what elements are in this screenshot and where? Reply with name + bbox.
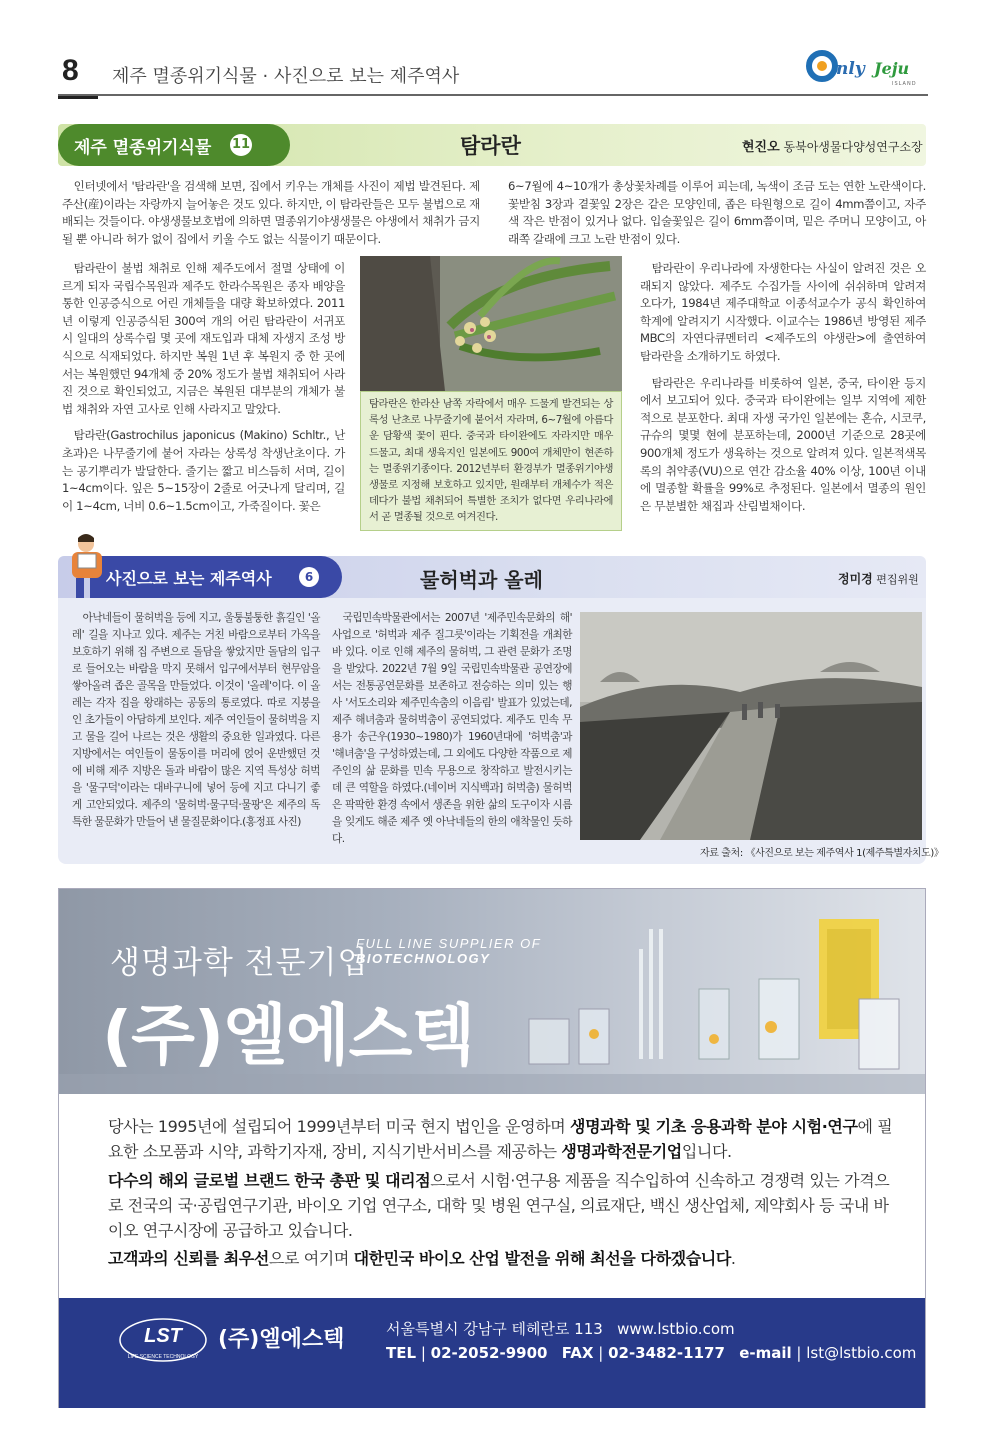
text-bold: 대한민국 바이오 산업 발전을 위해 최선을 다하겠습니다 [353,1249,731,1268]
tel-number: 02-2052-9900 [430,1344,548,1362]
section1-intro [62,178,480,257]
paragraph: 탐라란(Gastrochilus japonicus (Makino) Schltr., 난초과)은 나무줄기에 붙어 자라는 상록성 착생난초이다. 가는 공기뿌리가 발달한다. 줄기는 짧고 비스듬히 서며, 길이 1~4cm이다. 잎은 5~15장이 2줄로 어긋나게 달리며, 길이 1~4cm, 너비 0.6~1.5cm이고, 가죽질이다. 꽃은 [62,428,345,513]
paragraph: 아낙네들이 물허벅을 등에 지고, 울퉁불퉁한 흙길인 '올레' 길을 지나고 있다. 제주는 거친 바람으로부터 가옥을 보호하기 위해 집 주변으로 돌담을 쌓았지만 돌담의 입구로 들어오는 바람을 막지 못해서 입구에서부터 현무암을 쌓아올려 좁은 골목을 만들었다. 이것이 '올레'이다. 이 올레는 각자 집을 왕래하는 공동의 통로였다. 따로 지붕을 인 초가들이 아담하게 보인다. 제주 여인들이 물허벅을 지고 물을 길어 나르는 것은 생활의 중요한 일과였다. 다른 지방에서는 여인들이 물동이를 머리에 얹어 운반했던 것에 비해 제주 지방은 돌과 바람이 많은 지역 특성상 허벅을 '물구덕'이라는 대바구니에 넣어 등에 지고 다니기 좋게 고안되었다. 제주의 '물허벅·물구덕·물팡'은 제주의 독특한 물문화가 만들어 낸 물질문화이다.(홍정표 사진) [72,612,320,828]
svg-text:Jeju: Jeju [874,59,910,78]
tel-label: TEL [386,1344,417,1362]
fax-number: 02-3482-1177 [608,1344,725,1362]
ad-footer-company: (주)엘에스텍 [218,1327,345,1352]
section1-intro-right [508,178,926,257]
section2-column-middle [332,610,572,848]
section2-number-badge: 6 [299,567,319,587]
text: 에 필요한 소모품과 시약, 과학기자재, 장비, 지식기반서비스를 제공하는 [108,1117,893,1161]
text-bold: 생명과학 및 기초 응용과학 분야 시험·연구 [570,1117,858,1136]
header-rule-accent [58,96,98,99]
ad-paragraph-2 [108,1168,898,1243]
section2-label: 사진으로 보는 제주역사 [106,569,272,588]
lst-logo-text: LST [144,1325,182,1347]
section2-title: 물허벅과 올레 [420,568,543,592]
page-number: 8 [62,54,79,87]
section1-title: 탐라란 [460,134,521,158]
text: 입니다. [681,1142,732,1161]
fax-label: FAX [561,1344,594,1362]
ad-sub-line2: BIOTECHNOLOGY [356,951,491,966]
ad-sub-line1: FULL LINE SUPPLIER OF [356,936,542,951]
section1-author-name: 현진오 [742,140,780,155]
section1-label: 제주 멸종위기식물 [74,138,212,158]
section1-column-right [640,260,926,524]
address: 서울특별시 강남구 테헤란로 113 [386,1320,603,1338]
paragraph: 탐라란이 우리나라에 자생한다는 사실이 알려진 것은 오래되지 않았다. 제주도 수집가들 사이에 쉬쉬하며 알려져 오다가, 1984년 제주대학교 이종석교수가 공식 확인하여 학계에 알려지기 시작했다. 이교수는 1986년 방영된 제주MBC의 자연다큐멘터리 <제주도의 야생란>에 출연하여 탐라란을 소개하기도 하였다. [640,261,926,363]
section1-author [742,136,923,155]
text: 당사는 1995년에 설립되어 1999년부터 미국 현지 법인을 운영하며 [108,1117,571,1136]
section1-author-role: 동북아생물다양성연구소장 [783,140,923,154]
ad-headline: 생명과학 전문기업 [110,945,369,981]
text: 으로 여기며 [268,1249,354,1268]
text-bold: 고객과의 신뢰를 최우선 [108,1249,269,1268]
lst-logo [118,1316,208,1364]
paragraph: 인터넷에서 '탐라란'을 검색해 보면, 집에서 키우는 개체를 사진이 제법 발견된다. 제주산(産)이라는 자랑까지 늘어놓은 것도 있다. 하지만, 이 탐라란들은 모두 불법으로 재배되는 것들이다. 야생생물보호법에 의하면 멸종위기야생생물은 야생에서 채취가 금지될 뿐 아니라 허가 없이 집에서 키울 수도 없는 식물이기 때문이다. [62,179,480,246]
header-title: 제주 멸종위기식물 · 사진으로 보는 제주역사 [112,66,460,87]
svg-text:ISLAND: ISLAND [892,81,917,87]
website-link[interactable]: www.lstbio.com [617,1320,735,1338]
paragraph: 국립민속박물관에서는 2007년 '제주민속문화의 해' 사업으로 '허벅과 제주 질그릇'이라는 기획전을 개최한 바 있다. 이로 인해 제주의 물허벅, 그 관련 문화가 조명을 받았다. 2022년 7월 9일 국립민속박물관 공연장에서는 전통공연문화를 보존하고 전승하는 의미 있는 행사 '서도소리와 제주민속춤의 이음림' 발표가 있었는데, 제주 해녀춤과 물허벅춤이 공연되었다. 제주도 민속 무용가 송근우(1930~1980)가 1960년대에 '허벅춤'과 '해녀춤'을 구성하였는데, 그 외에도 다양한 작품으로 제주인의 삶 문화를 민속 무용으로 창작하고 발전시키는 데 큰 역할을 하였다.(네이버 지식백과] 허벅춤) 물허벅은 팍팍한 환경 속에서 생존을 위한 삶의 도구이자 시름을 잊게도 해준 제주 옛 아낙네들의 한의 애착물인 듯하다. [332,612,572,845]
ad-subheadline [356,936,541,966]
section2-author-name: 정미경 [838,572,873,586]
ad-paragraph-3 [108,1246,898,1271]
section2-column-left [72,610,320,831]
ad-paragraph-1 [108,1114,898,1164]
lst-logo-ring-text: LIFE SCIENCE TECHNOLOGY [127,1354,199,1360]
olle-path-historic-photo [580,612,922,840]
text: . [730,1249,736,1268]
paragraph: 6~7월에 4~10개가 총상꽃차례를 이루어 피는데, 녹색이 조금 도는 연한 노란색이다. 꽃받침 3장과 곁꽃잎 2장은 같은 모양인데, 좁은 타원형으로 길이 4mm쯤이고, 자주색 작은 반점이 있거나 없다. 입술꽃잎은 길이 6mm쯤이며, 밑은 주머니 모양이고, 아래쪽 갈래에 크고 노란 반점이 있다. [508,179,926,246]
ad-footer-address [386,1318,735,1339]
text-bold: 다수의 해외 글로벌 브랜드 한국 총판 및 대리점 [108,1171,431,1190]
email-label: e-mail [739,1344,792,1362]
tamraran-orchid-photo [360,256,622,391]
ad-company-title: (주)엘에스텍 [102,997,475,1074]
section1-photo-caption: 탐라란은 한라산 남쪽 자락에서 매우 드물게 발견되는 상록성 난초로 나무줄기에 붙어서 자라며, 6~7월에 아름다운 담황색 꽃이 핀다. 중국과 타이완에도 자라지만 매우 드물고, 최대 생육지인 일본에도 900여 개체만이 현존하는 멸종위기종이다. 2012년부터 환경부가 멸종위기야생생물로 지정해 보호하고 있지만, 원래부터 개체수가 적은 데다가 불법 채취되어 특별한 조치가 없다면 우리나라에서 곧 멸종될 것으로 여겨진다. [360,391,622,531]
section1-column-left [62,260,345,524]
svg-text:nly: nly [836,59,865,79]
header-rule [58,94,928,96]
section2-author [838,570,919,587]
section2-author-role: 편집위원 [876,573,919,586]
ad-footer-contact: TEL | 02-2052-9900 FAX | 02-3482-1177 e-mail | lst@lstbio.com [386,1344,917,1362]
section1-label-pill-cap [248,124,290,166]
reporter-figure-icon [64,530,110,602]
paragraph: 탐라란이 불법 채취로 인해 제주도에서 절멸 상태에 이르게 되자 국립수목원과 제주도 한라수목원은 종자 배양을 통한 인공증식으로 어린 개체들을 대량 확보하였다. 2011년 이렇게 인공증식된 300여 개의 어린 탐라란이 서귀포시 일대의 상록수림 몇 곳에 재도입과 대체 자생지 조성 방식으로 식재되었다. 하지만 복원 1년 후 복원지 중 한 곳에서는 복원했던 94개체 중 20% 정도가 불법 채취되어 사라진 것으로 확인되었고, 지금은 복원된 대부분의 개체가 불법 채취와 자연 고사로 인해 사라지고 말았다. [62,261,345,416]
section1-number-badge: 11 [230,134,252,156]
text-bold: 생명과학전문기업 [561,1142,682,1161]
section2-photo-credit: 자료 출처: 《사진으로 보는 제주역사 1(제주특별자치도)》 [700,848,944,859]
only-jeju-logo [806,48,931,90]
email-link[interactable]: lst@lstbio.com [806,1344,917,1362]
text: 으로서 시험·연구용 제품을 직수입하여 신속하고 경쟁력 있는 가격으로 전국의 국·공립연구기관, 바이오 기업 연구소, 대학 및 병원 연구실, 의료재단, 백신 생산업체, 제약회사 등 국내 바이오 연구시장에 공급하고 있습니다. [108,1171,890,1240]
paragraph: 탐라란은 우리나라를 비롯하여 일본, 중국, 타이완 등지에서 보고되어 있다. 중국과 타이완에는 일부 지역에 제한적으로 분포한다. 최대 자생 국가인 일본에는 혼슈, 시코쿠, 규슈의 몇몇 현에 분포하는데, 2000년 기준으로 28곳에 900개체 정도가 생육하는 것으로 알려져 있다. 일본적색목록의 취약종(VU)으로 연간 감소율 40% 이상, 100년 이내에 멸종할 확률을 99%로 추정된다. 일본에서 멸종의 원인은 무분별한 채집과 산림벌채이다. [640,375,926,513]
